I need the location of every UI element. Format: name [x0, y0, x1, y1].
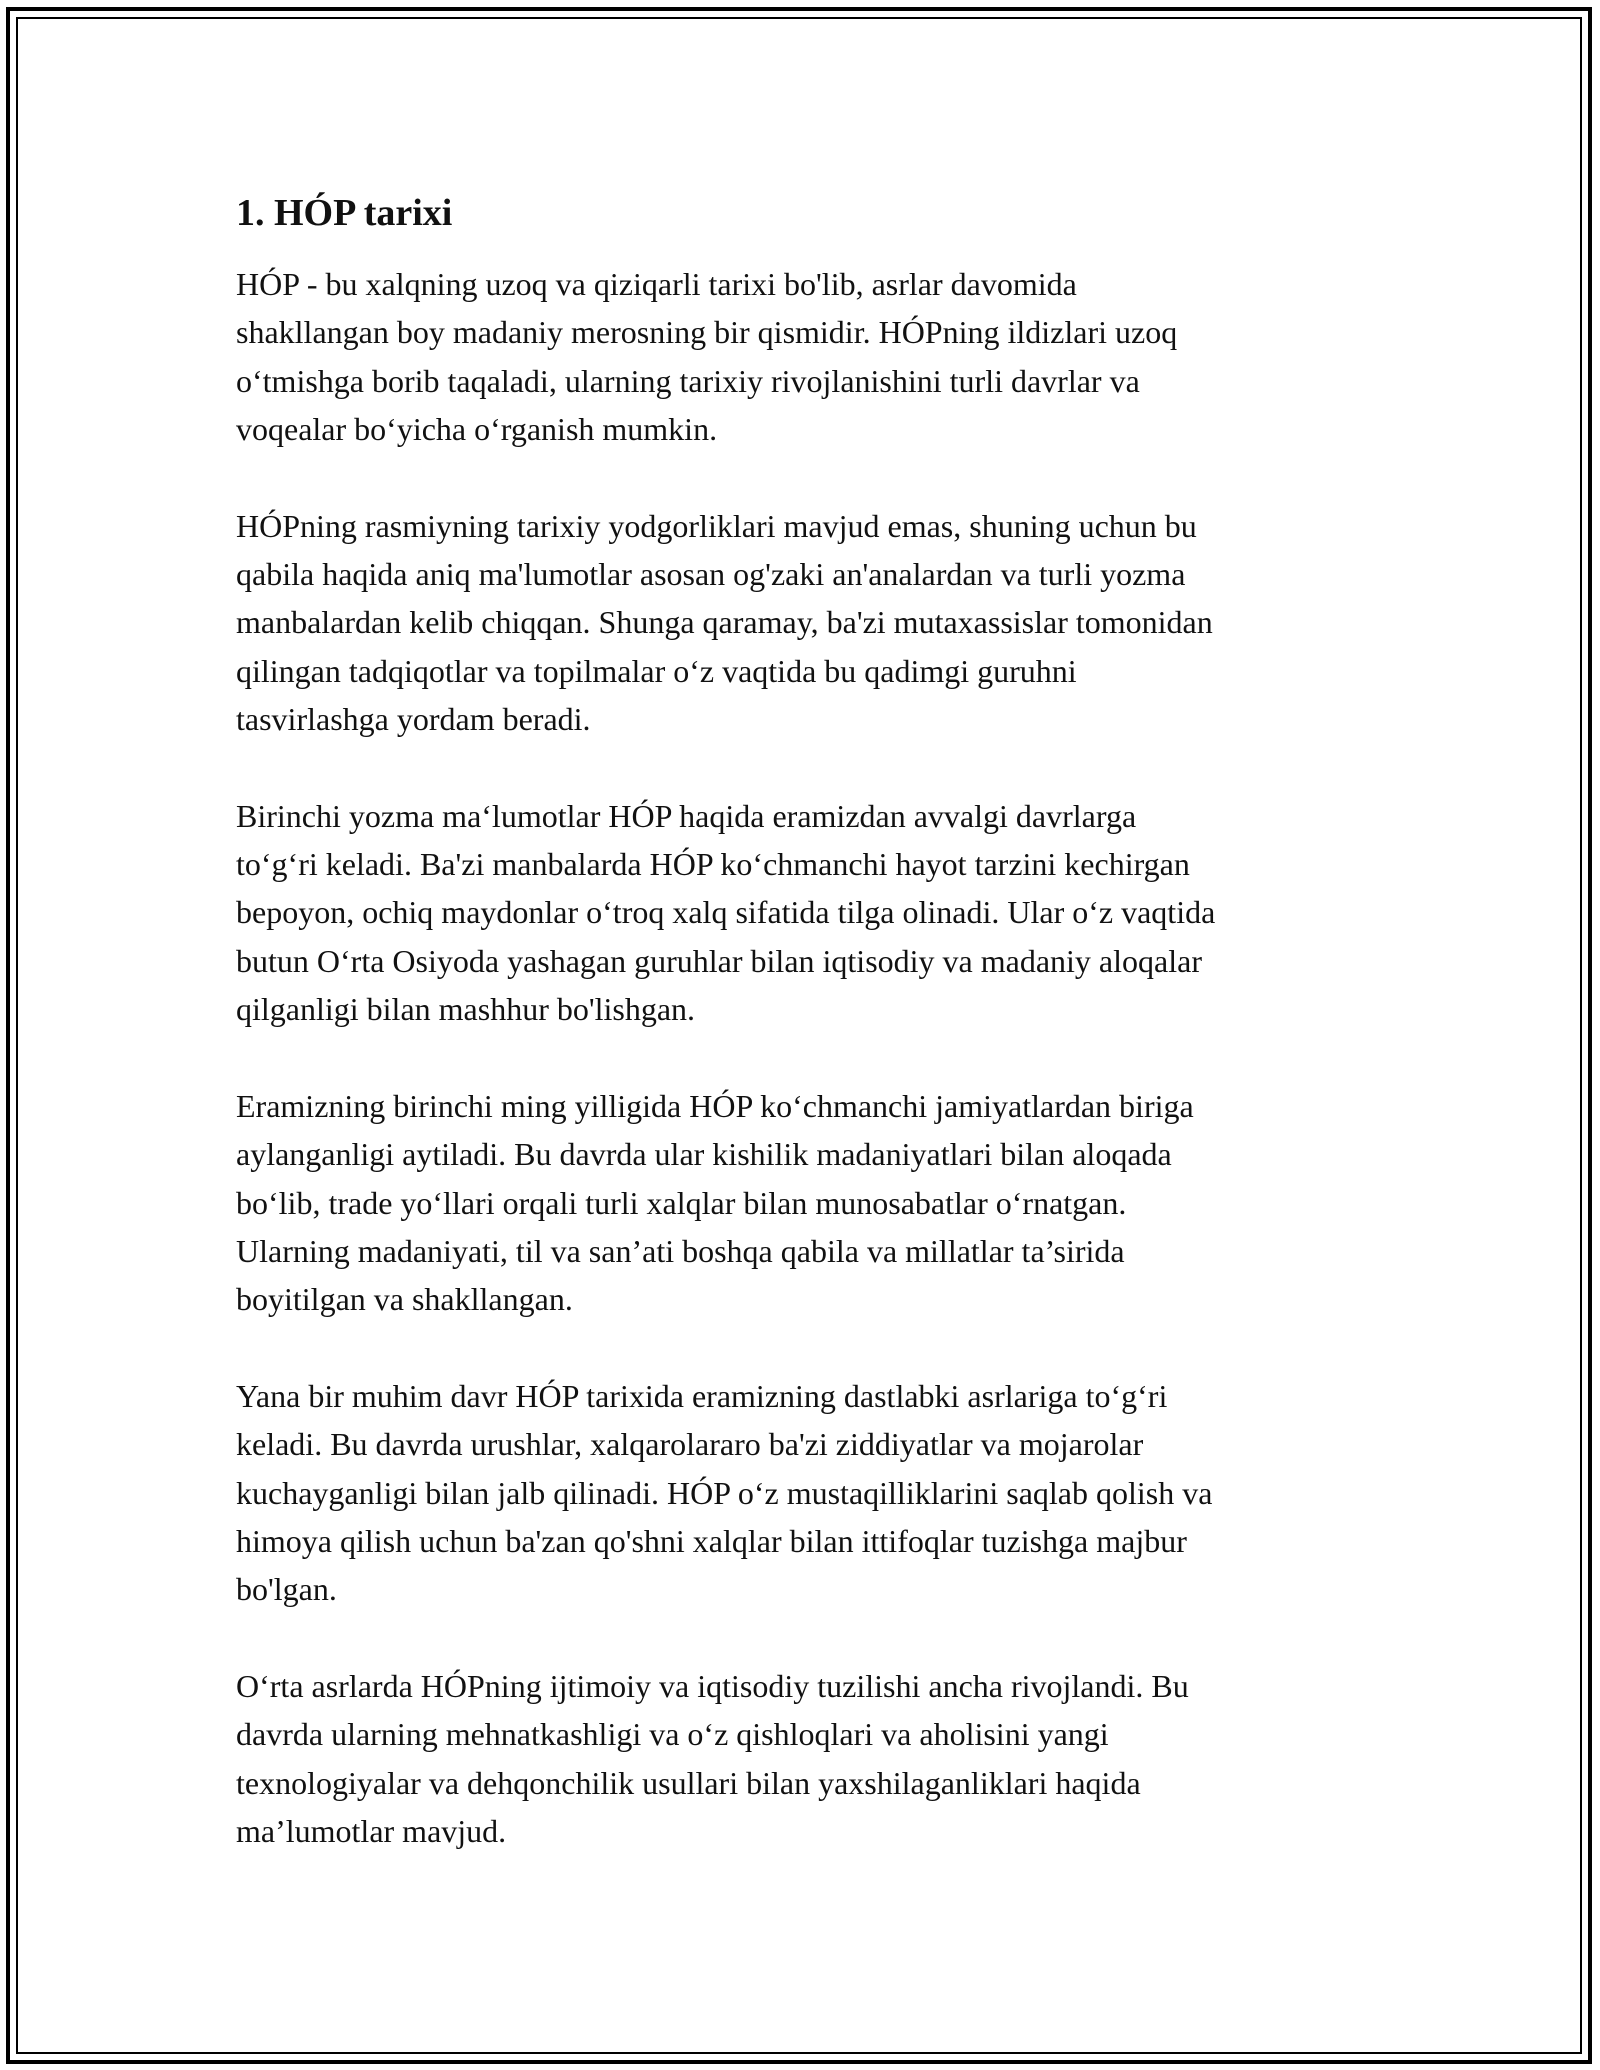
- paragraph: [236, 502, 1386, 744]
- paragraph: [236, 792, 1386, 1034]
- paragraph-line: tasvirlashga yordam beradi.: [236, 701, 591, 738]
- paragraph-line: Ularning madaniyati, til va san’ati boshqa qabila va millatlar ta’sirida: [236, 1232, 1125, 1269]
- paragraph-line: manbalardan kelib chiqqan. Shunga qaramay, ba'zi mutaxassislar tomonidan: [236, 604, 1213, 641]
- paragraph: [236, 1082, 1386, 1324]
- paragraph-line: bo'lgan.: [236, 1571, 337, 1608]
- paragraph-line: bepoyon, ochiq maydonlar o‘troq xalq sifatida tilga olinadi. Ular o‘z vaqtida: [236, 894, 1216, 931]
- paragraph-line: texnologiyalar va dehqonchilik usullari bilan yaxshilaganliklari haqida: [236, 1764, 1141, 1801]
- paragraph: [236, 1662, 1386, 1856]
- paragraph-line: qilingan tadqiqotlar va topilmalar o‘z vaqtida bu qadimgi guruhni: [236, 652, 1077, 689]
- paragraph-line: boyitilgan va shakllangan.: [236, 1281, 573, 1318]
- paragraph-line: Birinchi yozma ma‘lumotlar HÓP haqida eramizdan avvalgi davrlarga: [236, 797, 1137, 834]
- paragraph-line: kuchayganligi bilan jalb qilinadi. HÓP o‘z mustaqilliklarini saqlab qolish va: [236, 1474, 1213, 1511]
- paragraph-line: himoya qilish uchun ba'zan qo'shni xalqlar bilan ittifoqlar tuzishga majbur: [236, 1522, 1187, 1559]
- paragraph-line: shakllangan boy madaniy merosning bir qismidir. HÓPning ildizlari uzoq: [236, 314, 1178, 351]
- paragraph-line: to‘g‘ri keladi. Ba'zi manbalarda HÓP ko‘chmanchi hayot tarzini kechirgan: [236, 846, 1190, 883]
- document-page: [236, 185, 1386, 1903]
- document-title: 1. HÓP tarixi: [236, 192, 453, 234]
- paragraph-line: butun O‘rta Osiyoda yashagan guruhlar bilan iqtisodiy va madaniy aloqalar: [236, 942, 1202, 979]
- paragraph-line: davrda ularning mehnatkashligi va o‘z qishloqlari va aholisini yangi: [236, 1716, 1109, 1753]
- paragraph-line: HÓP - bu xalqning uzoq va qiziqarli tarixi bo'lib, asrlar davomida: [236, 266, 1077, 302]
- paragraph-line: O‘rta asrlarda HÓPning ijtimoiy va iqtisodiy tuzilishi ancha rivojlandi. Bu: [236, 1667, 1189, 1704]
- paragraph-line: Yana bir muhim davr HÓP tarixida eramizning dastlabki asrlariga to‘g‘ri: [236, 1377, 1168, 1414]
- paragraph: [236, 1372, 1386, 1614]
- paragraph-line: o‘tmishga borib taqaladi, ularning tarixiy rivojlanishini turli davrlar va: [236, 362, 1140, 399]
- paragraph-line: qabila haqida aniq ma'lumotlar asosan og'zaki an'analardan va turli yozma: [236, 556, 1186, 593]
- paragraph: [236, 260, 1386, 454]
- paragraph-line: bo‘lib, trade yo‘llari orqali turli xalqlar bilan munosabatlar o‘rnatgan.: [236, 1184, 1127, 1221]
- paragraph-line: voqealar bo‘yicha o‘rganish mumkin.: [236, 411, 718, 448]
- document-body: [236, 260, 1386, 1855]
- paragraph-line: qilganligi bilan mashhur bo'lishgan.: [236, 991, 696, 1028]
- paragraph-line: keladi. Bu davrda urushlar, xalqarolararo ba'zi ziddiyatlar va mojarolar: [236, 1426, 1144, 1463]
- paragraph-line: aylanganligi aytiladi. Bu davrda ular kishilik madaniyatlari bilan aloqada: [236, 1136, 1172, 1173]
- paragraph-line: HÓPning rasmiyning tarixiy yodgorliklari mavjud emas, shuning uchun bu: [236, 507, 1197, 544]
- paragraph-line: ma’lumotlar mavjud.: [236, 1812, 507, 1849]
- paragraph-line: Eramizning birinchi ming yilligida HÓP ko‘chmanchi jamiyatlardan biriga: [236, 1087, 1194, 1124]
